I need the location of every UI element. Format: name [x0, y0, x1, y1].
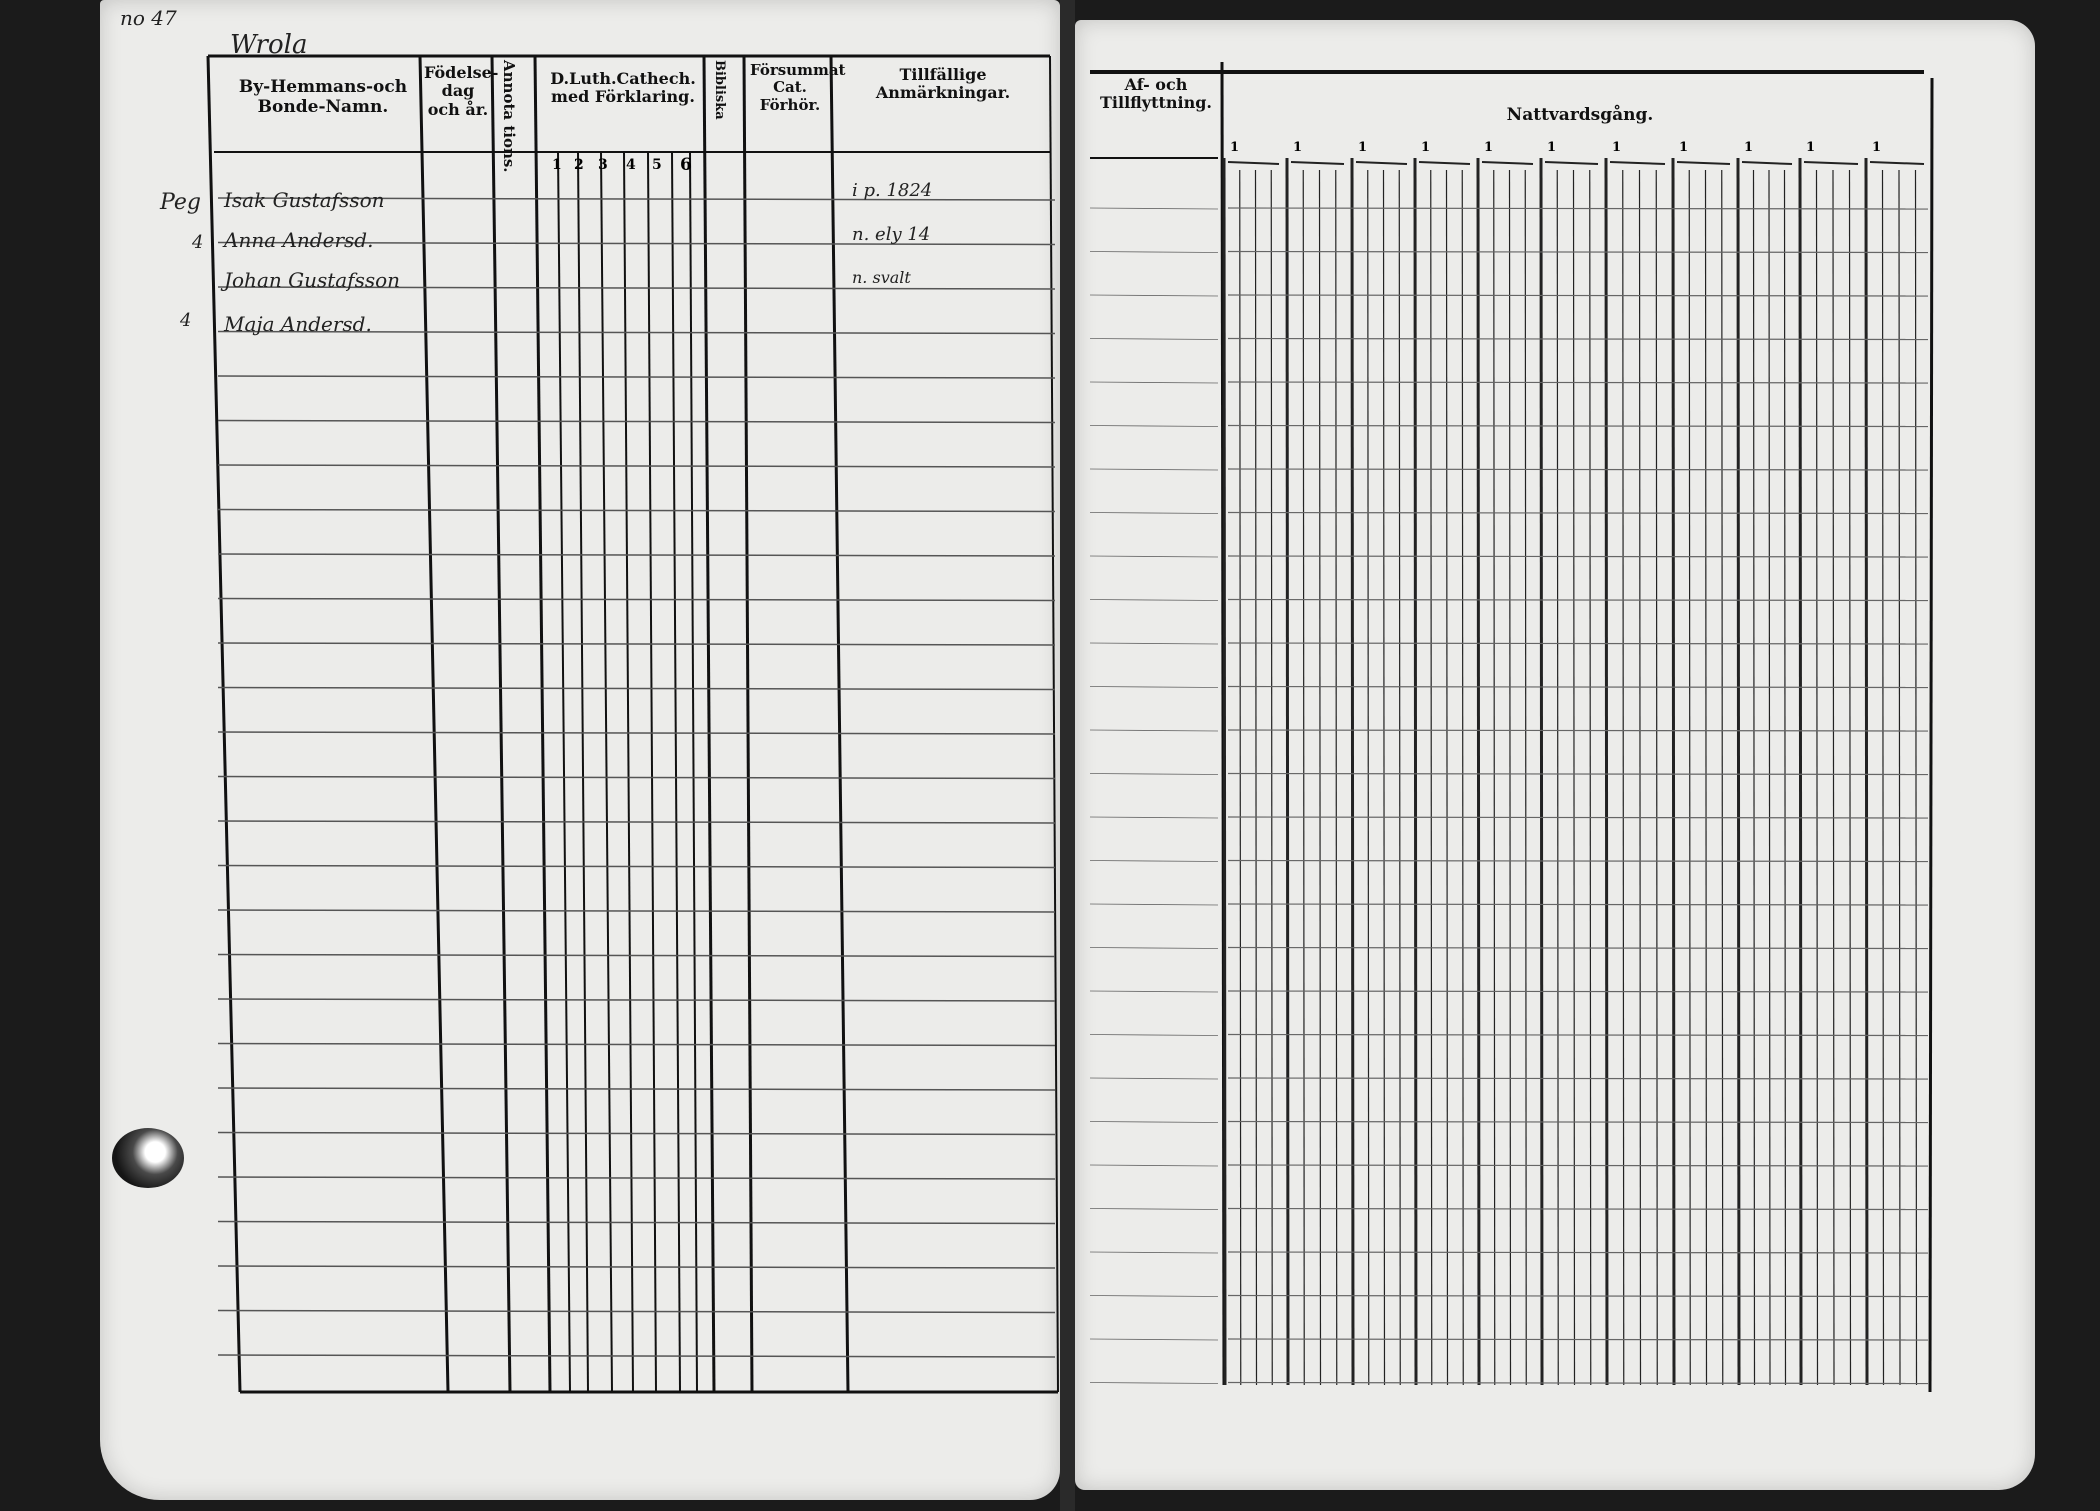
right-row-rule — [1228, 1339, 1928, 1340]
communion-subhead-rule — [1677, 162, 1730, 164]
moving-row-rule — [1090, 252, 1218, 253]
right-row-rule — [1228, 730, 1928, 731]
right-row-rule — [1228, 991, 1928, 992]
right-row-rule — [1228, 774, 1928, 775]
right-row-rule — [1228, 861, 1928, 862]
communion-minor-col — [1899, 170, 1900, 1385]
communion-minor-col — [1303, 170, 1304, 1385]
moving-row-rule — [1090, 1165, 1218, 1166]
cat-sub-5: 5 — [652, 157, 662, 173]
left-row-rule — [218, 1311, 1055, 1313]
communion-subhead: 1 — [1293, 140, 1303, 155]
right-row-rule — [1228, 1383, 1928, 1384]
communion-minor-col — [1754, 170, 1755, 1385]
right-row-rule — [1228, 556, 1928, 557]
moving-row-rule — [1090, 513, 1218, 514]
right-row-rule — [1228, 1296, 1928, 1297]
right-row-rule — [1228, 1209, 1928, 1210]
communion-major-col — [1541, 158, 1542, 1385]
moving-col-header: Af- och Tillflyttning. — [1100, 75, 1212, 113]
communion-subhead: 1 — [1872, 140, 1882, 155]
entry-marker: 4 — [180, 310, 192, 331]
moving-row-rule — [1090, 991, 1218, 992]
communion-major-col — [1866, 158, 1867, 1385]
entry-remark: n. ely 14 — [852, 224, 931, 245]
communion-minor-col — [1447, 170, 1448, 1385]
right-row-rule — [1228, 1035, 1928, 1036]
right-row-rule — [1228, 208, 1928, 209]
cat-sub-1: 1 — [552, 157, 562, 173]
communion-subhead-rule — [1610, 162, 1665, 164]
name-col-left — [208, 56, 240, 1392]
left-row-rule — [218, 1044, 1055, 1046]
annot-col-header: Annota tions. — [500, 60, 518, 173]
moving-row-rule — [1090, 1078, 1218, 1079]
communion-minor-col — [1785, 170, 1786, 1385]
communion-subhead-rule — [1291, 162, 1344, 164]
communion-minor-col — [1590, 170, 1591, 1385]
right-row-rule — [1228, 426, 1928, 427]
catechism-col-right — [704, 56, 714, 1392]
bibl-col-right — [744, 56, 752, 1392]
moving-row-rule — [1090, 948, 1218, 949]
moving-row-rule — [1090, 469, 1218, 470]
cat-sub-4: 4 — [626, 157, 636, 173]
moving-row-rule — [1090, 861, 1218, 862]
cat-sub-3: 3 — [598, 157, 608, 173]
left-row-rule — [218, 821, 1055, 823]
catechism-col-header: D.Luth.Cathech. med Förklaring. — [550, 69, 696, 107]
missed-col-header: Försummat Cat. Förhör. — [750, 61, 846, 114]
right-row-rule — [1228, 252, 1928, 253]
communion-minor-col — [1271, 170, 1272, 1385]
left-row-rule — [218, 599, 1055, 601]
name-col-right — [420, 56, 448, 1392]
right-row-rule — [1228, 1252, 1928, 1253]
left-row-rule — [218, 1222, 1055, 1224]
communion-minor-col — [1431, 170, 1432, 1385]
moving-row-rule — [1090, 687, 1218, 688]
communion-major-col — [1606, 158, 1607, 1385]
left-row-rule — [218, 999, 1055, 1001]
moving-row-rule — [1090, 1122, 1218, 1123]
entry-marker: 4 — [192, 232, 204, 253]
left-row-rule — [218, 376, 1055, 378]
left-row-rule — [218, 510, 1055, 512]
communion-subhead: 1 — [1358, 140, 1368, 155]
moving-row-rule — [1090, 1035, 1218, 1036]
communion-minor-col — [1916, 170, 1917, 1385]
moving-row-rule — [1090, 904, 1218, 905]
communion-subhead-rule — [1356, 162, 1407, 164]
communion-minor-col — [1833, 170, 1834, 1385]
right-row-rule — [1228, 513, 1928, 514]
communion-minor-col — [1320, 170, 1321, 1385]
birth-col-right — [492, 56, 510, 1392]
left-row-rule — [218, 465, 1055, 467]
left-row-rule — [218, 732, 1055, 734]
communion-subhead-rule — [1804, 162, 1858, 164]
communion-minor-col — [1640, 170, 1641, 1385]
entry-remark: i p. 1824 — [852, 180, 933, 201]
moving-row-rule — [1090, 730, 1218, 731]
moving-row-rule — [1090, 1252, 1218, 1253]
communion-minor-col — [1557, 170, 1558, 1385]
right-row-rule — [1228, 687, 1928, 688]
left-row-rule — [218, 421, 1055, 423]
communion-minor-col — [1510, 170, 1511, 1385]
communion-subhead: 1 — [1230, 140, 1240, 155]
entry-name: Isak Gustafsson — [224, 188, 385, 212]
left-row-rule — [218, 1355, 1055, 1357]
communion-minor-col — [1384, 170, 1385, 1385]
left-row-rule — [218, 1088, 1055, 1090]
communion-minor-col — [1769, 170, 1770, 1385]
left-row-rule — [218, 777, 1055, 779]
right-row-rule — [1228, 1122, 1928, 1123]
right-row-rule — [1228, 295, 1928, 296]
entry-name: Anna Andersd. — [224, 228, 374, 252]
communion-subhead-rule — [1228, 162, 1279, 164]
communion-minor-col — [1462, 170, 1463, 1385]
left-row-rule — [218, 910, 1055, 912]
communion-minor-col — [1574, 170, 1575, 1385]
moving-row-rule — [1090, 1383, 1218, 1384]
communion-major-col — [1352, 158, 1353, 1385]
communion-minor-col — [1722, 170, 1723, 1385]
moving-row-rule — [1090, 817, 1218, 818]
communion-minor-col — [1240, 170, 1241, 1385]
moving-row-rule — [1090, 426, 1218, 427]
communion-minor-col — [1850, 170, 1851, 1385]
moving-row-rule — [1090, 643, 1218, 644]
moving-row-rule — [1090, 1296, 1218, 1297]
communion-subhead: 1 — [1612, 140, 1622, 155]
communion-subhead: 1 — [1806, 140, 1816, 155]
right-row-rule — [1228, 382, 1928, 383]
left-row-rule — [218, 1133, 1055, 1135]
left-row-rule — [218, 1177, 1055, 1179]
communion-major-col — [1478, 158, 1479, 1385]
communion-col-right — [1930, 78, 1932, 1392]
communion-minor-col — [1883, 170, 1884, 1385]
left-row-rule — [218, 688, 1055, 690]
moving-row-rule — [1090, 339, 1218, 340]
remarks-col-header: Tillfällige Anmärkningar. — [875, 65, 1011, 103]
communion-subhead-rule — [1482, 162, 1533, 164]
right-row-rule — [1228, 643, 1928, 644]
cat-sub-6: 6 — [680, 155, 692, 175]
communion-minor-col — [1656, 170, 1657, 1385]
moving-row-rule — [1090, 1339, 1218, 1340]
village-name: Wrola — [230, 30, 308, 60]
communion-subhead: 1 — [1547, 140, 1557, 155]
communion-subhead: 1 — [1421, 140, 1431, 155]
communion-major-col — [1287, 158, 1288, 1385]
communion-subhead-rule — [1742, 162, 1792, 164]
right-row-rule — [1228, 948, 1928, 949]
communion-minor-col — [1623, 170, 1624, 1385]
communion-subhead-rule — [1545, 162, 1598, 164]
right-row-rule — [1228, 817, 1928, 818]
communion-major-col — [1415, 158, 1416, 1385]
right-row-rule — [1228, 600, 1928, 601]
birth-col-header: Födelse-dag och år. — [424, 63, 499, 119]
communion-major-col — [1800, 158, 1801, 1385]
corner-note: no 47 — [120, 6, 177, 30]
left-row-rule — [218, 1266, 1055, 1268]
communion-subhead-rule — [1870, 162, 1924, 164]
right-row-rule — [1228, 1165, 1928, 1166]
right-row-rule — [1228, 339, 1928, 340]
communion-minor-col — [1494, 170, 1495, 1385]
missed-col-right — [831, 56, 848, 1392]
communion-col-header: Nattvardsgång. — [1506, 105, 1654, 125]
communion-minor-col — [1336, 170, 1337, 1385]
moving-row-rule — [1090, 600, 1218, 601]
entry-name: Johan Gustafsson — [224, 268, 401, 292]
left-row-rule — [218, 643, 1055, 645]
cat-sub-2: 2 — [574, 157, 584, 173]
communion-major-col — [1224, 158, 1225, 1385]
right-row-rule — [1228, 1078, 1928, 1079]
communion-subhead: 1 — [1744, 140, 1754, 155]
communion-minor-col — [1368, 170, 1369, 1385]
moving-row-rule — [1090, 556, 1218, 557]
bibl-col-header: Bibliska — [712, 60, 727, 120]
entry-remark: n. svalt — [852, 268, 911, 287]
entry-marker: Peg — [160, 190, 201, 215]
communion-minor-col — [1399, 170, 1400, 1385]
communion-subhead-rule — [1419, 162, 1470, 164]
moving-row-rule — [1090, 208, 1218, 209]
left-row-rule — [218, 554, 1055, 556]
moving-row-rule — [1090, 774, 1218, 775]
left-row-rule — [218, 866, 1055, 868]
remarks-col-right — [1050, 56, 1058, 1392]
right-row-rule — [1228, 904, 1928, 905]
communion-subhead: 1 — [1679, 140, 1689, 155]
communion-subhead: 1 — [1484, 140, 1494, 155]
right-row-rule — [1228, 469, 1928, 470]
communion-minor-col — [1689, 170, 1690, 1385]
communion-minor-col — [1706, 170, 1707, 1385]
annot-col-right — [535, 56, 550, 1392]
name-col-header: By-Hemmans-och Bonde-Namn. — [238, 77, 408, 117]
moving-row-rule — [1090, 295, 1218, 296]
moving-row-rule — [1090, 382, 1218, 383]
communion-major-col — [1738, 158, 1739, 1385]
left-row-rule — [218, 955, 1055, 957]
entry-name: Maja Andersd. — [224, 312, 372, 336]
communion-minor-col — [1525, 170, 1526, 1385]
communion-major-col — [1673, 158, 1674, 1385]
communion-minor-col — [1256, 170, 1257, 1385]
communion-minor-col — [1817, 170, 1818, 1385]
moving-row-rule — [1090, 1209, 1218, 1210]
